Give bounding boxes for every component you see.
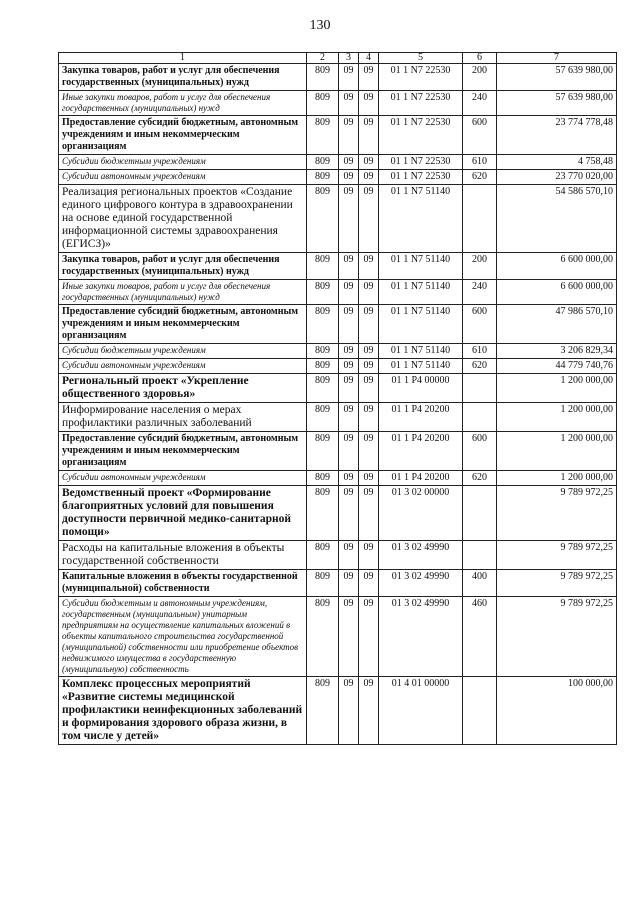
subsection-code-cell: 09 <box>359 185 379 253</box>
table-row <box>59 305 617 344</box>
expense-name-cell: Предоставление субсидий бюджетным, автономным учреждениям и иным некоммерческим организациям <box>59 305 307 344</box>
expense-type-cell <box>463 541 497 570</box>
subsection-code-cell: 09 <box>359 91 379 116</box>
target-article-cell: 01 3 02 49990 <box>379 570 463 597</box>
section-code-cell: 09 <box>339 64 359 91</box>
target-article-cell: 01 1 N7 51140 <box>379 344 463 359</box>
ministry-code-cell: 809 <box>307 374 339 403</box>
subsection-code-cell: 09 <box>359 403 379 432</box>
amount-cell: 6 600 000,00 <box>497 280 617 305</box>
amount-cell: 1 200 000,00 <box>497 403 617 432</box>
section-code-cell: 09 <box>339 403 359 432</box>
header-row <box>59 53 617 64</box>
expense-type-cell: 600 <box>463 432 497 471</box>
expense-name-cell: Информирование населения о мерах профилактики различных заболеваний <box>59 403 307 432</box>
subsection-code-cell: 09 <box>359 570 379 597</box>
target-article-cell: 01 1 N7 22530 <box>379 91 463 116</box>
table-body <box>59 64 617 745</box>
expense-type-cell: 400 <box>463 570 497 597</box>
subsection-code-cell: 09 <box>359 677 379 745</box>
target-article-cell: 01 1 P4 00000 <box>379 374 463 403</box>
section-code-cell: 09 <box>339 471 359 486</box>
ministry-code-cell: 809 <box>307 280 339 305</box>
expense-name-cell: Субсидии бюджетным учреждениям <box>59 344 307 359</box>
subsection-code-cell: 09 <box>359 344 379 359</box>
ministry-code-cell: 809 <box>307 677 339 745</box>
expense-type-cell: 600 <box>463 305 497 344</box>
section-code-cell: 09 <box>339 677 359 745</box>
amount-cell: 1 200 000,00 <box>497 374 617 403</box>
table-row <box>59 64 617 91</box>
column-header: 3 <box>339 53 359 64</box>
budget-table <box>58 52 617 745</box>
section-code-cell: 09 <box>339 116 359 155</box>
amount-cell: 4 758,48 <box>497 155 617 170</box>
table-row <box>59 344 617 359</box>
amount-cell: 9 789 972,25 <box>497 541 617 570</box>
table-row <box>59 403 617 432</box>
column-header: 7 <box>497 53 617 64</box>
amount-cell: 44 779 740,76 <box>497 359 617 374</box>
target-article-cell: 01 1 N7 51140 <box>379 253 463 280</box>
subsection-code-cell: 09 <box>359 64 379 91</box>
subsection-code-cell: 09 <box>359 597 379 677</box>
ministry-code-cell: 809 <box>307 170 339 185</box>
table-row <box>59 91 617 116</box>
expense-type-cell: 610 <box>463 344 497 359</box>
table-row <box>59 280 617 305</box>
amount-cell: 23 774 778,48 <box>497 116 617 155</box>
subsection-code-cell: 09 <box>359 359 379 374</box>
subsection-code-cell: 09 <box>359 374 379 403</box>
ministry-code-cell: 809 <box>307 471 339 486</box>
ministry-code-cell: 809 <box>307 91 339 116</box>
expense-name-cell: Капитальные вложения в объекты государственной (муниципальной) собственности <box>59 570 307 597</box>
ministry-code-cell: 809 <box>307 486 339 541</box>
expense-type-cell: 620 <box>463 170 497 185</box>
target-article-cell: 01 3 02 00000 <box>379 486 463 541</box>
target-article-cell: 01 1 N7 51140 <box>379 280 463 305</box>
ministry-code-cell: 809 <box>307 432 339 471</box>
target-article-cell: 01 1 N7 51140 <box>379 185 463 253</box>
expense-name-cell: Предоставление субсидий бюджетным, автономным учреждениям и иным некоммерческим организациям <box>59 116 307 155</box>
section-code-cell: 09 <box>339 185 359 253</box>
amount-cell: 9 789 972,25 <box>497 486 617 541</box>
section-code-cell: 09 <box>339 91 359 116</box>
subsection-code-cell: 09 <box>359 280 379 305</box>
section-code-cell: 09 <box>339 155 359 170</box>
subsection-code-cell: 09 <box>359 486 379 541</box>
target-article-cell: 01 1 N7 51140 <box>379 305 463 344</box>
expense-type-cell: 610 <box>463 155 497 170</box>
expense-type-cell: 620 <box>463 471 497 486</box>
expense-type-cell: 240 <box>463 280 497 305</box>
amount-cell: 100 000,00 <box>497 677 617 745</box>
expense-type-cell: 600 <box>463 116 497 155</box>
target-article-cell: 01 1 N7 22530 <box>379 155 463 170</box>
table-row <box>59 570 617 597</box>
table-row <box>59 253 617 280</box>
ministry-code-cell: 809 <box>307 344 339 359</box>
column-header: 1 <box>59 53 307 64</box>
amount-cell: 47 986 570,10 <box>497 305 617 344</box>
expense-name-cell: Субсидии бюджетным учреждениям <box>59 155 307 170</box>
section-code-cell: 09 <box>339 253 359 280</box>
section-code-cell: 09 <box>339 359 359 374</box>
ministry-code-cell: 809 <box>307 305 339 344</box>
subsection-code-cell: 09 <box>359 253 379 280</box>
target-article-cell: 01 4 01 00000 <box>379 677 463 745</box>
expense-name-cell: Субсидии бюджетным и автономным учреждениям, государственным (муниципальным) унитарным предприятиям на осуществление капитальных вложений в объекты капитального строительства государственной (муниципальной) собственности или приобретение объектов недвижимого имущества в государственную (муниципальную) собственность <box>59 597 307 677</box>
target-article-cell: 01 1 P4 20200 <box>379 471 463 486</box>
expense-type-cell <box>463 486 497 541</box>
target-article-cell: 01 3 02 49990 <box>379 541 463 570</box>
subsection-code-cell: 09 <box>359 155 379 170</box>
expense-name-cell: Субсидии автономным учреждениям <box>59 471 307 486</box>
expense-type-cell <box>463 677 497 745</box>
page-number: 130 <box>309 18 331 33</box>
expense-name-cell: Закупка товаров, работ и услуг для обеспечения государственных (муниципальных) нужд <box>59 64 307 91</box>
amount-cell: 1 200 000,00 <box>497 471 617 486</box>
subsection-code-cell: 09 <box>359 116 379 155</box>
expense-type-cell <box>463 403 497 432</box>
column-header: 6 <box>463 53 497 64</box>
expense-name-cell: Закупка товаров, работ и услуг для обеспечения государственных (муниципальных) нужд <box>59 253 307 280</box>
amount-cell: 3 206 829,34 <box>497 344 617 359</box>
table-row <box>59 597 617 677</box>
expense-name-cell: Иные закупки товаров, работ и услуг для обеспечения государственных (муниципальных) нужд <box>59 280 307 305</box>
section-code-cell: 09 <box>339 344 359 359</box>
amount-cell: 57 639 980,00 <box>497 64 617 91</box>
ministry-code-cell: 809 <box>307 403 339 432</box>
ministry-code-cell: 809 <box>307 541 339 570</box>
amount-cell: 57 639 980,00 <box>497 91 617 116</box>
expense-name-cell: Ведомственный проект «Формирование благоприятных условий для повышения доступности первичной медико-санитарной помощи» <box>59 486 307 541</box>
table-row <box>59 374 617 403</box>
amount-cell: 6 600 000,00 <box>497 253 617 280</box>
subsection-code-cell: 09 <box>359 471 379 486</box>
column-header: 5 <box>379 53 463 64</box>
column-header: 2 <box>307 53 339 64</box>
ministry-code-cell: 809 <box>307 155 339 170</box>
expense-name-cell: Субсидии автономным учреждениям <box>59 170 307 185</box>
amount-cell: 1 200 000,00 <box>497 432 617 471</box>
expense-type-cell: 200 <box>463 253 497 280</box>
expense-name-cell: Субсидии автономным учреждениям <box>59 359 307 374</box>
table-row <box>59 155 617 170</box>
target-article-cell: 01 1 N7 22530 <box>379 116 463 155</box>
expense-type-cell: 200 <box>463 64 497 91</box>
section-code-cell: 09 <box>339 541 359 570</box>
expense-name-cell: Региональный проект «Укрепление общественного здоровья» <box>59 374 307 403</box>
table-row <box>59 677 617 745</box>
column-header: 4 <box>359 53 379 64</box>
expense-name-cell: Расходы на капитальные вложения в объекты государственной собственности <box>59 541 307 570</box>
expense-name-cell: Предоставление субсидий бюджетным, автономным учреждениям и иным некоммерческим организациям <box>59 432 307 471</box>
subsection-code-cell: 09 <box>359 305 379 344</box>
section-code-cell: 09 <box>339 570 359 597</box>
ministry-code-cell: 809 <box>307 64 339 91</box>
target-article-cell: 01 1 N7 51140 <box>379 359 463 374</box>
ministry-code-cell: 809 <box>307 253 339 280</box>
expense-name-cell: Реализация региональных проектов «Создание единого цифрового контура в здравоохранении на основе единой государственной информационной системы здравоохранения (ЕГИСЗ)» <box>59 185 307 253</box>
amount-cell: 9 789 972,25 <box>497 570 617 597</box>
table-row <box>59 471 617 486</box>
table-row <box>59 170 617 185</box>
subsection-code-cell: 09 <box>359 541 379 570</box>
expense-name-cell: Иные закупки товаров, работ и услуг для обеспечения государственных (муниципальных) нужд <box>59 91 307 116</box>
section-code-cell: 09 <box>339 486 359 541</box>
table-row <box>59 359 617 374</box>
table-row <box>59 116 617 155</box>
expense-type-cell: 620 <box>463 359 497 374</box>
section-code-cell: 09 <box>339 280 359 305</box>
ministry-code-cell: 809 <box>307 359 339 374</box>
expense-type-cell <box>463 374 497 403</box>
target-article-cell: 01 1 N7 22530 <box>379 170 463 185</box>
table-row <box>59 432 617 471</box>
table-row <box>59 185 617 253</box>
expense-name-cell: Комплекс процессных мероприятий «Развитие системы медицинской профилактики неинфекционных заболеваний и формирования здорового образа жизни, в том числе у детей» <box>59 677 307 745</box>
expense-type-cell: 460 <box>463 597 497 677</box>
section-code-cell: 09 <box>339 432 359 471</box>
ministry-code-cell: 809 <box>307 570 339 597</box>
expense-type-cell: 240 <box>463 91 497 116</box>
expense-type-cell <box>463 185 497 253</box>
target-article-cell: 01 1 P4 20200 <box>379 432 463 471</box>
subsection-code-cell: 09 <box>359 170 379 185</box>
section-code-cell: 09 <box>339 374 359 403</box>
amount-cell: 23 770 020,00 <box>497 170 617 185</box>
table-row <box>59 541 617 570</box>
subsection-code-cell: 09 <box>359 432 379 471</box>
amount-cell: 9 789 972,25 <box>497 597 617 677</box>
target-article-cell: 01 1 N7 22530 <box>379 64 463 91</box>
target-article-cell: 01 1 P4 20200 <box>379 403 463 432</box>
ministry-code-cell: 809 <box>307 185 339 253</box>
section-code-cell: 09 <box>339 170 359 185</box>
section-code-cell: 09 <box>339 305 359 344</box>
target-article-cell: 01 3 02 49990 <box>379 597 463 677</box>
ministry-code-cell: 809 <box>307 597 339 677</box>
amount-cell: 54 586 570,10 <box>497 185 617 253</box>
section-code-cell: 09 <box>339 597 359 677</box>
table-row <box>59 486 617 541</box>
ministry-code-cell: 809 <box>307 116 339 155</box>
